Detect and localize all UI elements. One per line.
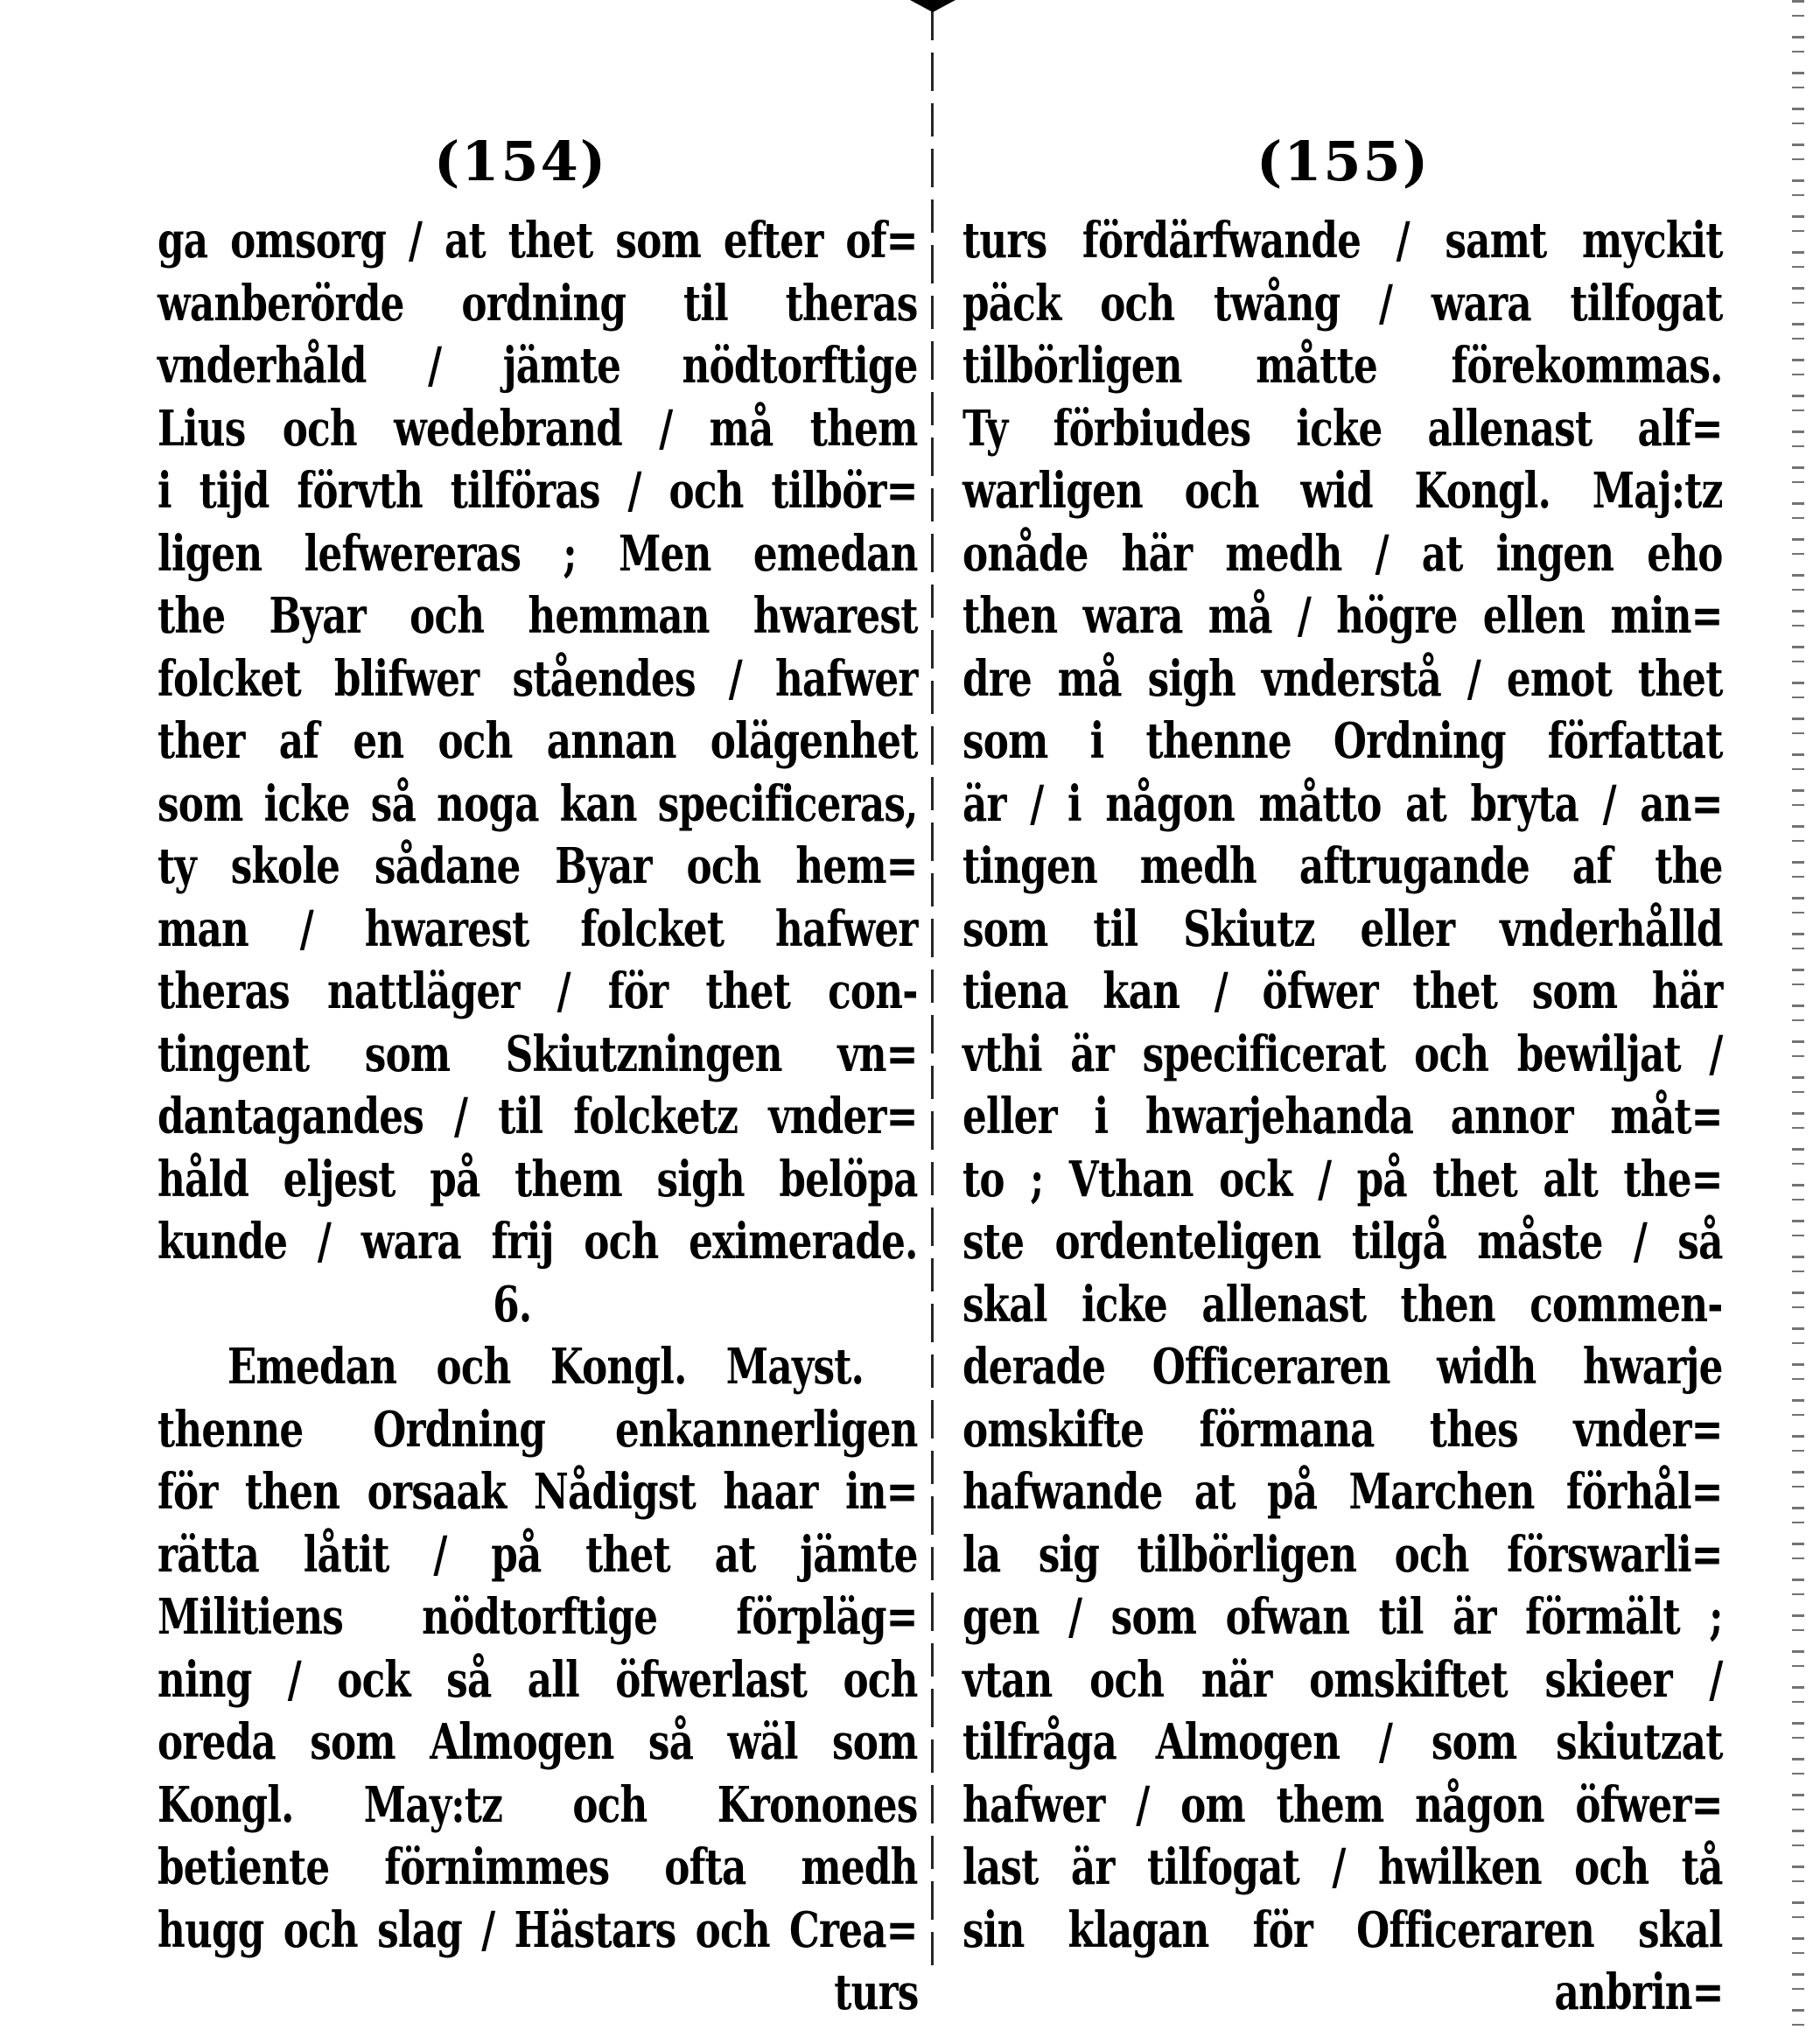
page-number-right: (155) [1256, 130, 1431, 193]
text-line: turs fördärfwande / samt myckit [962, 212, 1723, 270]
text-line: i tijd förvth tilföras / och tilbör= [158, 462, 918, 520]
text-line: Emedan och Kongl. Mayst. [228, 1338, 864, 1396]
text-line: päck och twång / wara tilfogat [962, 274, 1723, 332]
text-line: omskifte förmana thes vnder= [962, 1400, 1723, 1459]
text-line: ligen lefwereras ; Men emedan [158, 524, 918, 583]
text-line: tingen medh aftrugande af the [962, 837, 1723, 895]
text-line: ning / ock så all öfwerlast och [158, 1650, 918, 1709]
text-line: Kongl. May:tz och Kronones [158, 1775, 918, 1834]
text-line: hugg och slag / Hästars och Crea= [158, 1900, 918, 1959]
text-line: ty skole sådane Byar och hem= [158, 837, 918, 895]
text-line: ga omsorg / at thet som efter of= [158, 212, 918, 270]
page-number-left: (154) [433, 130, 608, 193]
right-page-body [962, 210, 1724, 2025]
text-line: the Byar och hemman hwarest [158, 587, 918, 645]
text-line: för then orsaak Nådigst haar in= [158, 1463, 918, 1521]
text-line: som i thenne Ordning författat [962, 712, 1723, 770]
scan-edge-speckle [1792, 0, 1804, 2044]
text-line: rätta låtit / på thet at jämte [158, 1525, 918, 1584]
text-line: tiena kan / öfwer thet som här [962, 962, 1723, 1020]
text-line: gen / som ofwan til är förmält ; [962, 1588, 1723, 1646]
text-line: skal icke allenast then commen- [962, 1275, 1723, 1334]
text-line: ther af en och annan olägenhet [158, 712, 918, 770]
text-line: derade Officeraren widh hwarje [962, 1338, 1723, 1396]
text-line: la sig tilbörligen och förswarli= [962, 1525, 1723, 1584]
left-page-body [158, 210, 919, 2025]
text-line: kunde / wara frij och eximerade. [158, 1213, 918, 1270]
text-line: är / i någon måtto at bryta / an= [962, 774, 1723, 833]
text-line: hafwer / om them någon öfwer= [962, 1775, 1723, 1834]
gutter-line [931, 7, 934, 1976]
text-line: dre må sigh vnderstå / emot thet [962, 649, 1723, 708]
text-line: then wara må / högre ellen min= [962, 587, 1723, 645]
text-line: sin klagan för Officeraren skal [962, 1900, 1723, 1959]
text-line: folcket blifwer ståendes / hafwer [158, 649, 918, 708]
text-line: tingent som Skiutzningen vn= [158, 1025, 918, 1083]
text-line: warligen och wid Kongl. Maj:tz [962, 462, 1723, 520]
catchword-left: turs [834, 1964, 919, 2021]
left-page [158, 131, 919, 2025]
text-line: eller i hwarjehanda annor måt= [962, 1088, 1723, 1145]
catchword-right: anbrin= [1554, 1964, 1724, 2021]
text-line: hafwande at på Marchen förhål= [962, 1463, 1723, 1521]
text-line: ste ordenteligen tilgå måste / så [962, 1213, 1723, 1270]
text-line: Ty förbiudes icke allenast alf= [962, 399, 1723, 458]
text-line: last är tilfogat / hwilken och tå [962, 1838, 1723, 1896]
text-line: wanberörde ordning til theras [158, 274, 918, 332]
text-line: betiente förnimmes ofta medh [158, 1838, 918, 1896]
text-line: Lius och wedebrand / må them [158, 399, 918, 458]
right-page [962, 131, 1724, 2025]
text-line: vthi är specificerat och bewiljat / [962, 1025, 1723, 1083]
text-line: onåde här medh / at ingen eho [962, 524, 1723, 583]
text-line: som icke så noga kan specificeras, [158, 774, 918, 833]
text-line: tilfråga Almogen / som skiutzat [962, 1713, 1723, 1771]
section-number: 6. [492, 1275, 532, 1334]
text-line: Militiens nödtorftige förpläg= [158, 1588, 918, 1646]
text-line: theras nattläger / för thet con- [158, 962, 918, 1020]
text-line: dantagandes / til folcketz vnder= [158, 1088, 918, 1145]
text-line: håld eljest på them sigh belöpa [158, 1150, 918, 1208]
text-line: tilbörligen måtte förekommas. [962, 337, 1723, 395]
text-line: som til Skiutz eller vnderhålld [962, 900, 1723, 958]
text-line: man / hwarest folcket hafwer [158, 900, 918, 958]
text-line: vnderhåld / jämte nödtorftige [158, 337, 918, 395]
text-line: to ; Vthan ock / på thet alt the= [962, 1150, 1723, 1208]
text-line: thenne Ordning enkannerligen [158, 1400, 918, 1459]
text-line: vtan och när omskiftet skieer / [962, 1650, 1723, 1709]
text-line: oreda som Almogen så wäl som [158, 1713, 918, 1771]
